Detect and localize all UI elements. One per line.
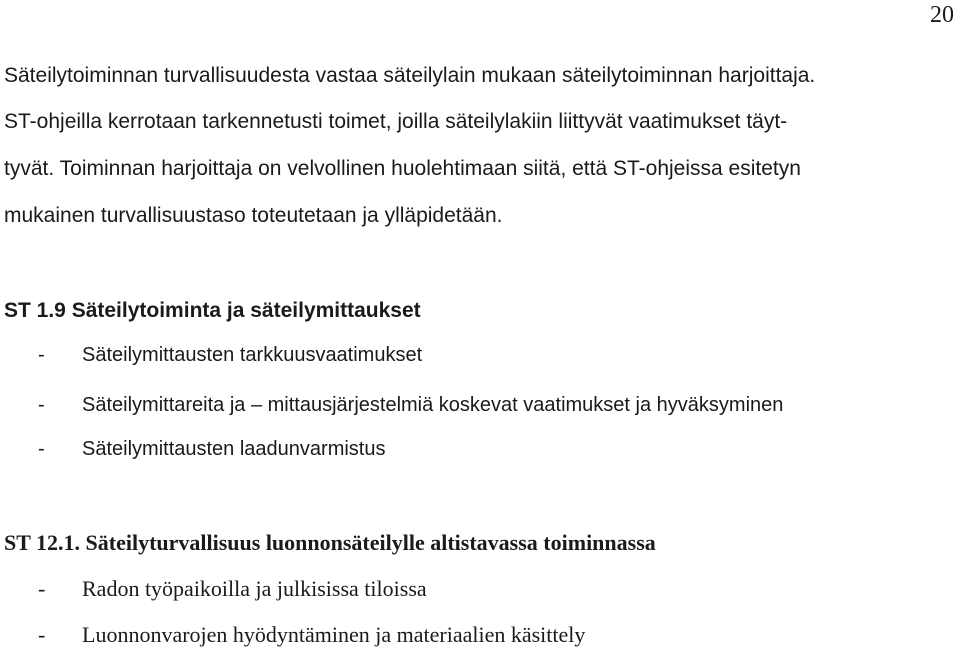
list-dash: - (38, 622, 46, 647)
paragraph-line-3: tyvät. Toiminnan harjoittaja on velvollinen huolehtimaan siitä, että ST-ohjeissa esitetyn (4, 157, 801, 180)
paragraph-line-2: ST-ohjeilla kerrotaan tarkennetusti toimet, joilla säteilylakiin liittyvät vaatimukset täyt- (4, 110, 788, 133)
list-item-text: Luonnonvarojen hyödyntäminen ja materiaalien käsittely (82, 622, 586, 647)
list-dash: - (38, 576, 46, 601)
list-dash: - (38, 344, 45, 366)
list-item-text: Radon työpaikoilla ja julkisissa tiloissa (82, 576, 427, 601)
list-dash: - (38, 438, 45, 460)
paragraph-line-1: Säteilytoiminnan turvallisuudesta vastaa säteilylain mukaan säteilytoiminnan harjoittaja. (4, 64, 816, 87)
section-heading-st-12-1: ST 12.1. Säteilyturvallisuus luonnonsäteilylle altistavassa toiminnassa (4, 530, 656, 555)
list-item-text: Säteilymittausten laadunvarmistus (82, 438, 386, 460)
section-heading-st-1-9: ST 1.9 Säteilytoiminta ja säteilymittaukset (4, 299, 421, 322)
list-dash: - (38, 394, 45, 416)
list-item-text: Säteilymittausten tarkkuusvaatimukset (82, 344, 423, 366)
page-number: 20 (930, 2, 954, 28)
paragraph-line-4: mukainen turvallisuustaso toteutetaan ja ylläpidetään. (4, 204, 503, 227)
list-item-text: Säteilymittareita ja – mittausjärjestelmiä koskevat vaatimukset ja hyväksyminen (82, 394, 784, 416)
